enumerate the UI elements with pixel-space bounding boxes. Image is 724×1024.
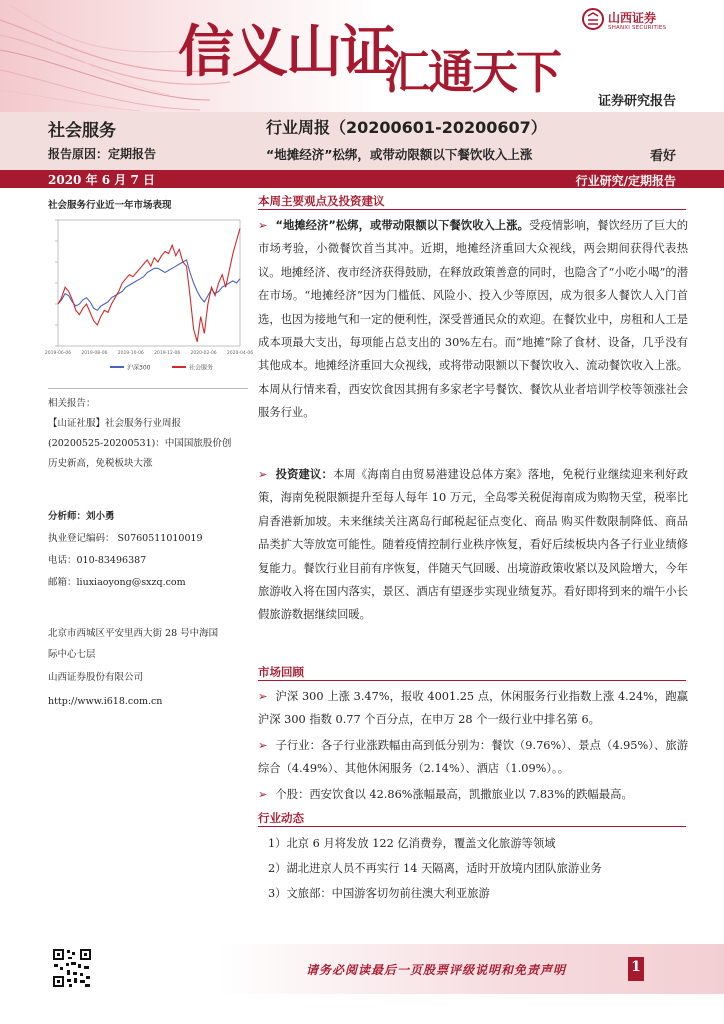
news-item[interactable]: 1）北京 6 月将发放 122 亿消费券，覆盖文化旅游等领域	[268, 837, 556, 850]
report-category: 行业研究/定期报告	[575, 174, 676, 188]
chart-x-tick-label: 2019-12-06	[154, 351, 181, 356]
bullet-arrow-icon: ➢	[258, 468, 268, 481]
chart-x-tick-label: 2019-10-06	[117, 351, 144, 356]
section-title-key-views: 本周主要观点及投资建议	[258, 194, 385, 208]
chart-plot-frame	[58, 220, 240, 346]
paragraph-lead: “地摊经济”松绑，或带动限额以下餐饮收入上涨。	[275, 219, 530, 232]
paragraph-body: 受疫情影响，餐饮经历了巨大的市场考验，小微餐饮首当其冲。近期，地摊经济重回大众视线，两会期间获得代表热议。地摊经济、夜市经济获得鼓励，在释放政策善意的同时，也隐含了“小吃小喝”的潜在市场。“地摊经济”因为门槛低、风险小、投入少等原因，成为很多人餐饮人入门首选，也因为接地气和一定的便利性，深受普通民众的欢迎。在餐饮业中，房租和人工是成本项最大支出，每项能占总支出的 30%左右。而“地摊”除了食材、设备，几乎没有其他成本。地摊经济重回大众视线，或将带动限额以下餐饮收入、流动餐饮收入上涨。本周从行情来看，西安饮食因其拥有多家老字号餐饮、餐饮从业者培训学校等领涨社会服务行业。	[258, 219, 688, 420]
company-address-line1: 北京市西城区平安里西大街 28 号中海国	[48, 628, 219, 639]
chart-x-tick-label: 2020-02-06	[190, 351, 217, 356]
analyst-email[interactable]: 邮箱：liuxiaoyong@sxzq.com	[48, 577, 186, 588]
sidebar-divider	[48, 388, 248, 389]
market-review-text: 子行业：各子行业涨跌幅由高到低分别为：餐饮（9.76%）、景点（4.95%）、旅游综合（4.49%）、其他休闲服务（2.14%）、酒店（1.09%）。。	[258, 739, 688, 776]
paragraph-body: 本周《海南自由贸易港建设总体方案》落地，免税行业继续迎来利好政策，海南免税限额提升至每人每年 10 万元，全岛零关税促海南成为购物天堂，税率比肩香港新加坡。未来继续关注离岛行邮税起征点变化、商品 购买件数限制降低、商品品类扩大等放宽可能性。随着疫情控制行业秩序恢复，看好后续板块内各子行业业绩修复能力。餐饮行业目前有序恢复，伴随天气回暖、出境游政策收紧以及风险增大，今年旅游收入将在国内落实，景区、酒店有望逐步实现业绩复苏。看好即将到来的端午小长假旅游数据继续回暖。	[258, 468, 688, 622]
related-report-line1[interactable]: 【山证社服】社会服务行业周报	[48, 418, 182, 429]
section-title-industry-news: 行业动态	[258, 811, 304, 825]
section-rule	[258, 826, 686, 827]
related-report-line2[interactable]: (20200525-20200531)：中国国旅股价创	[48, 438, 232, 449]
chart-title: 社会服务行业近一年市场表现	[48, 200, 172, 211]
paragraph-street-economy	[258, 214, 688, 425]
company-name: 山西证券股份有限公司	[48, 672, 144, 683]
analyst-license: 执业登记编码： S0760511010019	[48, 533, 203, 544]
logo-mark-icon	[582, 8, 604, 30]
bullet-arrow-icon: ➢	[258, 690, 268, 703]
report-headline: “地摊经济”松绑，或带动限额以下餐饮收入上涨	[266, 147, 533, 162]
paragraph-lead: 投资建议：	[275, 468, 333, 481]
chart-legend-label: 社会服务	[189, 364, 214, 372]
analyst-name: 分析师：刘小勇	[48, 511, 115, 522]
market-chart	[40, 214, 254, 382]
related-report-line3[interactable]: 历史新高，免税板块大涨	[48, 458, 153, 469]
news-item[interactable]: 3）文旅部：中国游客切勿前往澳大利亚旅游	[268, 887, 490, 900]
section-title-market-review: 市场回顾	[258, 665, 304, 679]
chart-x-tick-label: 2020-04-06	[226, 351, 254, 356]
logo-text-cn: 山西证券	[608, 11, 657, 25]
section-rule	[258, 209, 686, 210]
company-website[interactable]: http://www.i618.com.cn	[48, 696, 163, 707]
paragraph-investment-advice	[258, 463, 688, 627]
chart-x-tick-label: 2019-08-06	[81, 351, 108, 356]
bullet-arrow-icon: ➢	[258, 739, 268, 752]
report-date: 2020 年 6 月 7 日	[48, 173, 155, 187]
slogan-big: 信义山证	[178, 19, 394, 85]
market-review-index	[258, 685, 688, 732]
qr-code-icon[interactable]	[52, 948, 92, 988]
page-number: 1	[631, 959, 641, 975]
disclaimer-text: 请务必阅读最后一页股票评级说明和免责声明	[306, 963, 567, 977]
market-chart-svg	[40, 214, 254, 382]
chart-legend-label: 沪深300	[127, 364, 151, 372]
slogan-small: 汇通天下	[384, 45, 560, 99]
market-review-subsectors	[258, 734, 688, 781]
analyst-phone: 电话：010-83496387	[48, 555, 147, 566]
chart-series-line-1	[58, 260, 240, 310]
sector-name: 社会服务	[48, 121, 116, 141]
chart-x-tick-label: 2019-06-06	[44, 351, 72, 356]
market-review-text: 沪深 300 上涨 3.47%，报收 4001.25 点，休闲服务行业指数上涨 4.24%，跑赢沪深 300 指数 0.77 个百分点，在申万 28 个一级行业中排名第 6。	[258, 690, 688, 727]
market-review-stocks	[258, 783, 688, 806]
news-item[interactable]: 2）湖北进京人员不再实行 14 天隔离，适时开放境内团队旅游业务	[268, 862, 602, 875]
section-rule	[258, 680, 686, 681]
company-logo[interactable]	[582, 6, 712, 36]
related-label: 相关报告：	[48, 398, 96, 409]
bullet-arrow-icon: ➢	[258, 219, 268, 232]
report-reason: 报告原因：定期报告	[48, 147, 157, 161]
market-review-text: 个股：西安饮食以 42.86%涨幅最高，凯撒旅业以 7.83%的跌幅最高。	[275, 788, 633, 801]
company-address-line2: 际中心七层	[48, 649, 96, 660]
rating-badge: 看好	[649, 149, 676, 164]
chart-series-line-2	[58, 228, 240, 341]
logo-text-en: SHANXI SECURITIES	[608, 25, 667, 31]
bullet-arrow-icon: ➢	[258, 788, 268, 801]
report-type-label: 证券研究报告	[597, 94, 676, 109]
report-title: 行业周报（20200601-20200607）	[266, 118, 547, 137]
page-header	[0, 0, 724, 112]
